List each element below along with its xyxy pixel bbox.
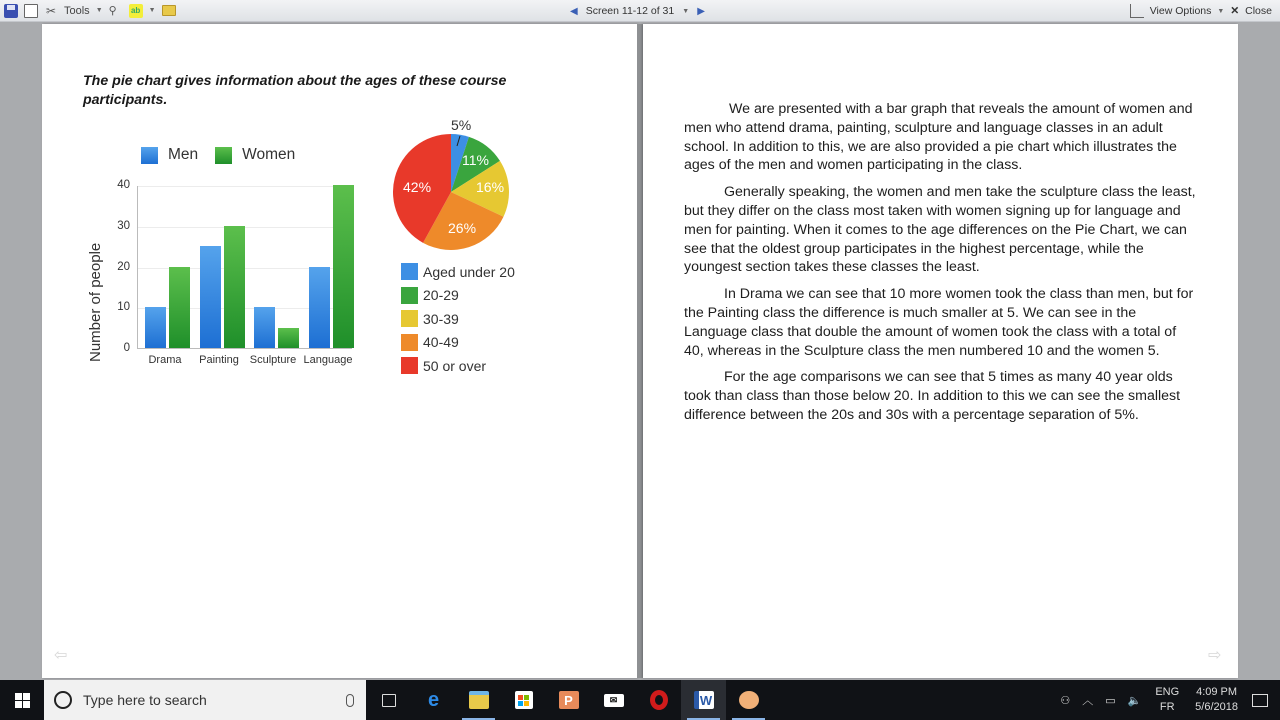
left-page: [42, 24, 637, 678]
app-icon: [739, 691, 759, 709]
essay-paragraph: For the age comparisons we can see that 5 times as many 40 year olds took than class than those below 20. In addition to this we can see the smallest difference between the 20s and 30s with a percentage separation of 5%.: [684, 369, 1181, 423]
bar-women-painting: [224, 226, 245, 348]
women-swatch: [215, 147, 232, 164]
pie-label-20-29: 11%: [462, 152, 489, 168]
reading-mode-icon[interactable]: [24, 4, 38, 18]
taskbar-edge[interactable]: [411, 680, 456, 720]
taskbar-mail[interactable]: [591, 680, 636, 720]
bar-chart-plot: [137, 186, 352, 349]
mail-icon: ✉: [604, 694, 624, 707]
pie-legend-item: 50 or over: [401, 354, 515, 378]
search-input[interactable]: Type here to search: [83, 692, 207, 708]
pie-chart: [393, 117, 509, 250]
legend-label: Men: [168, 146, 199, 163]
edge-icon: e: [427, 688, 440, 711]
pie-label-30-39: 16%: [476, 179, 505, 195]
battery-icon[interactable]: ▭: [1105, 694, 1116, 707]
bar-men-sculpture: [254, 307, 275, 348]
bar-women-sculpture: [278, 328, 299, 348]
essay-text: [684, 100, 1199, 433]
men-swatch: [141, 147, 158, 164]
microphone-icon[interactable]: [346, 694, 354, 707]
taskbar-word[interactable]: [681, 680, 726, 720]
store-icon: [515, 691, 533, 709]
legend-women: [215, 146, 295, 164]
bar-men-drama: [145, 307, 166, 348]
next-screen-button[interactable]: ▶: [697, 5, 705, 17]
pie-label-40-49: 26%: [448, 220, 477, 236]
save-icon[interactable]: [4, 4, 18, 18]
bar-chart-legend: [141, 146, 312, 164]
pie-legend-item: 40-49: [401, 331, 515, 355]
view-options-button[interactable]: View Options: [1149, 5, 1212, 17]
close-icon[interactable]: ✕: [1230, 5, 1240, 17]
prev-screen-button[interactable]: ◀: [570, 5, 578, 17]
x-tick: Language: [303, 354, 353, 366]
y-axis-label: Number of people: [87, 242, 104, 362]
taskbar-file-explorer[interactable]: [456, 680, 501, 720]
tools-icon[interactable]: ✂: [45, 3, 57, 18]
essay-paragraph: We are presented with a bar graph that reveals the amount of women and men who attend drama, painting, sculpture and language classes in an adult school. In addition to this, we are also provided a pie chart which illustrates the ages of the men and women participating in the class.: [684, 101, 1193, 174]
prev-page-arrow-icon[interactable]: ⇦: [54, 647, 68, 664]
pie-label-50-over: 42%: [403, 179, 432, 195]
taskbar-powerpoint[interactable]: [546, 680, 591, 720]
spelling-icon[interactable]: ab: [129, 4, 143, 18]
bar-men-painting: [200, 246, 221, 348]
viewer-toolbar: [0, 0, 1280, 22]
x-tick: Painting: [199, 354, 239, 366]
bar-women-drama: [169, 267, 190, 349]
bar-men-language: [309, 267, 330, 349]
y-tick: 30: [117, 220, 130, 232]
close-button[interactable]: Close: [1245, 5, 1272, 17]
essay-paragraph: In Drama we can see that 10 more women took the class than men, but for the Painting class the difference is much smaller at 5. We can see in the Language class that double the amount of women took the class with a total of 40, whereas in the Sculpture class the men numbered 10 and the women 5.: [684, 286, 1194, 359]
file-explorer-icon: [469, 691, 489, 709]
screen-caret-icon[interactable]: ▼: [682, 7, 690, 15]
opera-icon: [650, 690, 668, 710]
system-tray: [1054, 680, 1280, 720]
tools-caret-icon[interactable]: ▼: [95, 7, 103, 14]
legend-label: Women: [242, 146, 296, 163]
next-page-arrow-icon[interactable]: ⇨: [1208, 647, 1222, 664]
language-indicator[interactable]: ENG FR: [1155, 686, 1180, 713]
start-button[interactable]: [0, 680, 44, 720]
show-hidden-icons[interactable]: ︿: [1082, 695, 1094, 707]
task-prompt: The pie chart gives information about the ages of these course participants.: [83, 73, 507, 108]
folder-icon[interactable]: [162, 5, 176, 16]
legend-men: [141, 146, 198, 164]
pie-legend-item: 30-39: [401, 307, 515, 331]
clock[interactable]: 4:09 PM 5/6/2018: [1195, 686, 1238, 713]
taskbar-app[interactable]: [726, 680, 771, 720]
view-options-icon: [1130, 4, 1144, 18]
y-tick: 10: [117, 301, 130, 313]
x-tick: Drama: [148, 354, 182, 366]
action-center-icon[interactable]: [1252, 694, 1268, 707]
tools-menu[interactable]: Tools: [64, 4, 90, 17]
view-options-caret-icon[interactable]: ▼: [1217, 7, 1225, 15]
people-icon[interactable]: ⚇: [1060, 694, 1071, 707]
task-view-icon: [382, 694, 396, 707]
task-view-button[interactable]: [366, 680, 411, 720]
spelling-caret-icon[interactable]: ▼: [148, 7, 156, 14]
x-tick: Sculpture: [249, 354, 297, 366]
pie-legend-item: Aged under 20: [401, 260, 515, 284]
windows-icon: [15, 693, 30, 708]
taskbar-opera[interactable]: [636, 680, 681, 720]
bar-women-language: [333, 185, 354, 348]
taskbar-store[interactable]: [501, 680, 546, 720]
taskbar-search[interactable]: [44, 680, 366, 720]
right-page: [643, 24, 1238, 678]
pie-legend: [401, 260, 515, 378]
research-icon[interactable]: ⚲: [108, 4, 117, 17]
pie-legend-item: 20-29: [401, 284, 515, 308]
volume-icon[interactable]: 🔈: [1127, 694, 1142, 707]
cortana-icon: [54, 691, 72, 709]
pie-label-under20: 5%: [451, 117, 472, 133]
screen-indicator[interactable]: Screen 11-12 of 31: [585, 5, 675, 17]
y-tick: 0: [123, 342, 130, 354]
powerpoint-icon: P: [559, 691, 579, 709]
y-tick: 40: [117, 179, 130, 191]
word-icon: W: [694, 691, 714, 709]
essay-paragraph: Generally speaking, the women and men take the sculpture class the least, but they differ on the class most taken with women signing up for language and men for painting. When it comes to the age differences on the Pie Chart, we can see that the oldest group participates in the highest percentage, while the youngest section takes these classes the least.: [684, 184, 1196, 276]
y-tick: 20: [117, 261, 130, 273]
